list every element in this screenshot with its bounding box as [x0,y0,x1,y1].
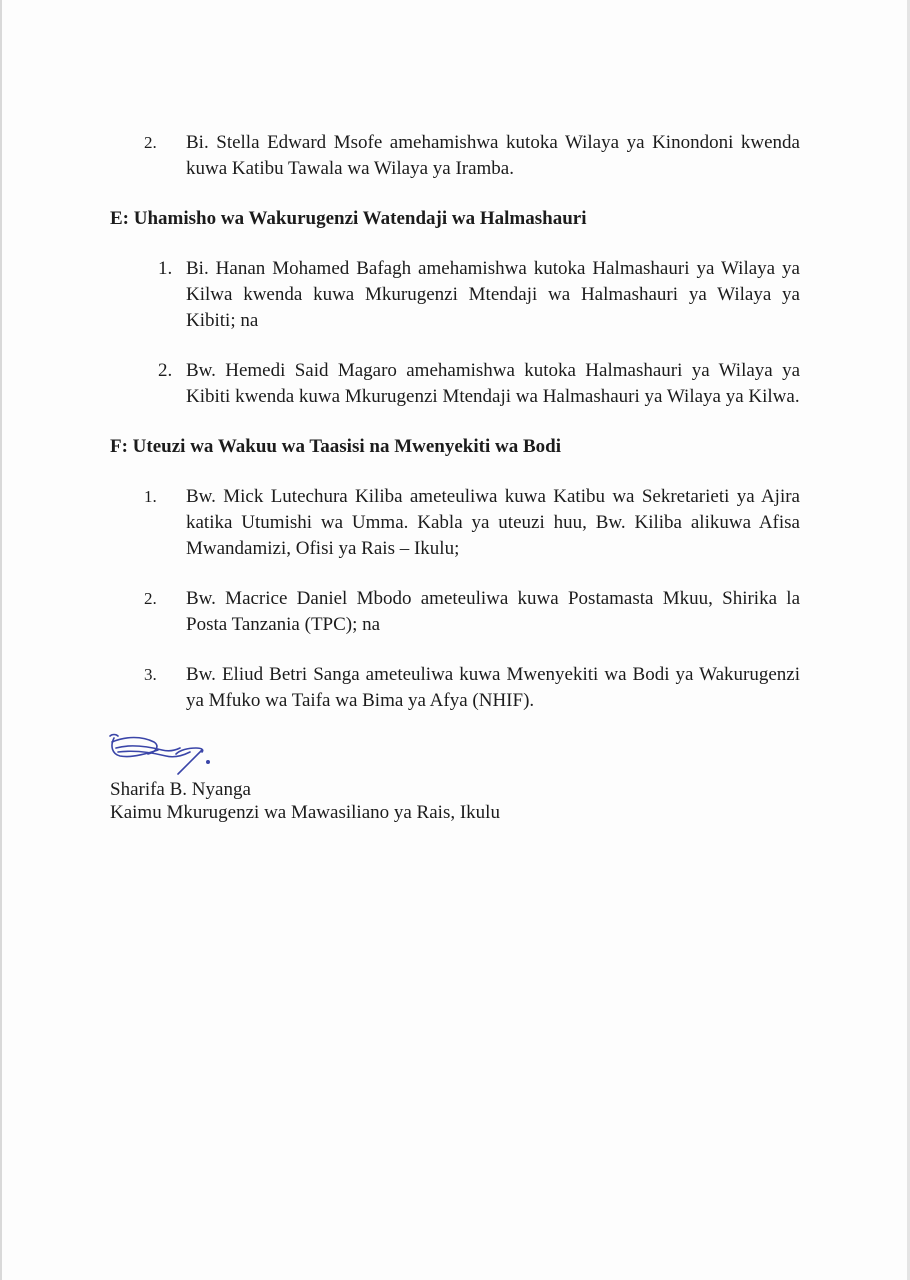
signatory-name: Sharifa B. Nyanga [110,779,251,800]
list-item-number: 3. [144,665,157,684]
list-item-text: Bi. Stella Edward Msofe amehamishwa kutoka Wilaya ya Kinondoni kwenda kuwa Katibu Tawala wa Wilaya ya Iramba. [186,132,800,179]
list-item-number: 2. [158,360,173,381]
list-item-number: 1. [158,258,173,279]
list-item [110,586,800,638]
document-body [110,130,800,824]
list-item [110,256,800,334]
signature-icon [106,728,216,778]
list-item-number: 2. [144,133,157,152]
handwritten-signature [106,728,216,778]
list-item-text: Bw. Mick Lutechura Kiliba ameteuliwa kuwa Katibu wa Sekretarieti ya Ajira katika Utumishi wa Umma. Kabla ya uteuzi huu, Bw. Kiliba alikuwa Afisa Mwandamizi, Ofisi ya Rais – Ikulu; [186,486,800,559]
section-heading-e: E: Uhamisho wa Wakurugenzi Watendaji wa Halmashauri [110,208,587,229]
signatory-title: Kaimu Mkurugenzi wa Mawasiliano ya Rais, Ikulu [110,802,500,823]
list-item [110,130,800,182]
list-item-text: Bi. Hanan Mohamed Bafagh amehamishwa kutoka Halmashauri ya Wilaya ya Kilwa kwenda kuwa Mkurugenzi Mtendaji wa Halmashauri ya Wilaya ya Kibiti; na [186,258,800,331]
list-item-number: 2. [144,589,157,608]
list-item [110,662,800,714]
list-item [110,484,800,562]
list-item-text: Bw. Eliud Betri Sanga ameteuliwa kuwa Mwenyekiti wa Bodi ya Wakurugenzi ya Mfuko wa Taifa wa Bima ya Afya (NHIF). [186,664,800,711]
section-heading-f: F: Uteuzi wa Wakuu wa Taasisi na Mwenyekiti wa Bodi [110,436,561,457]
list-item [110,358,800,410]
list-item-text: Bw. Macrice Daniel Mbodo ameteuliwa kuwa Postamasta Mkuu, Shirika la Posta Tanzania (TPC); na [186,588,800,635]
list-item-text: Bw. Hemedi Said Magaro amehamishwa kutoka Halmashauri ya Wilaya ya Kibiti kwenda kuwa Mkurugenzi Mtendaji wa Halmashauri ya Wilaya ya Kilwa. [186,360,800,407]
list-item-number: 1. [144,487,157,506]
page-edge-left [0,0,2,1280]
